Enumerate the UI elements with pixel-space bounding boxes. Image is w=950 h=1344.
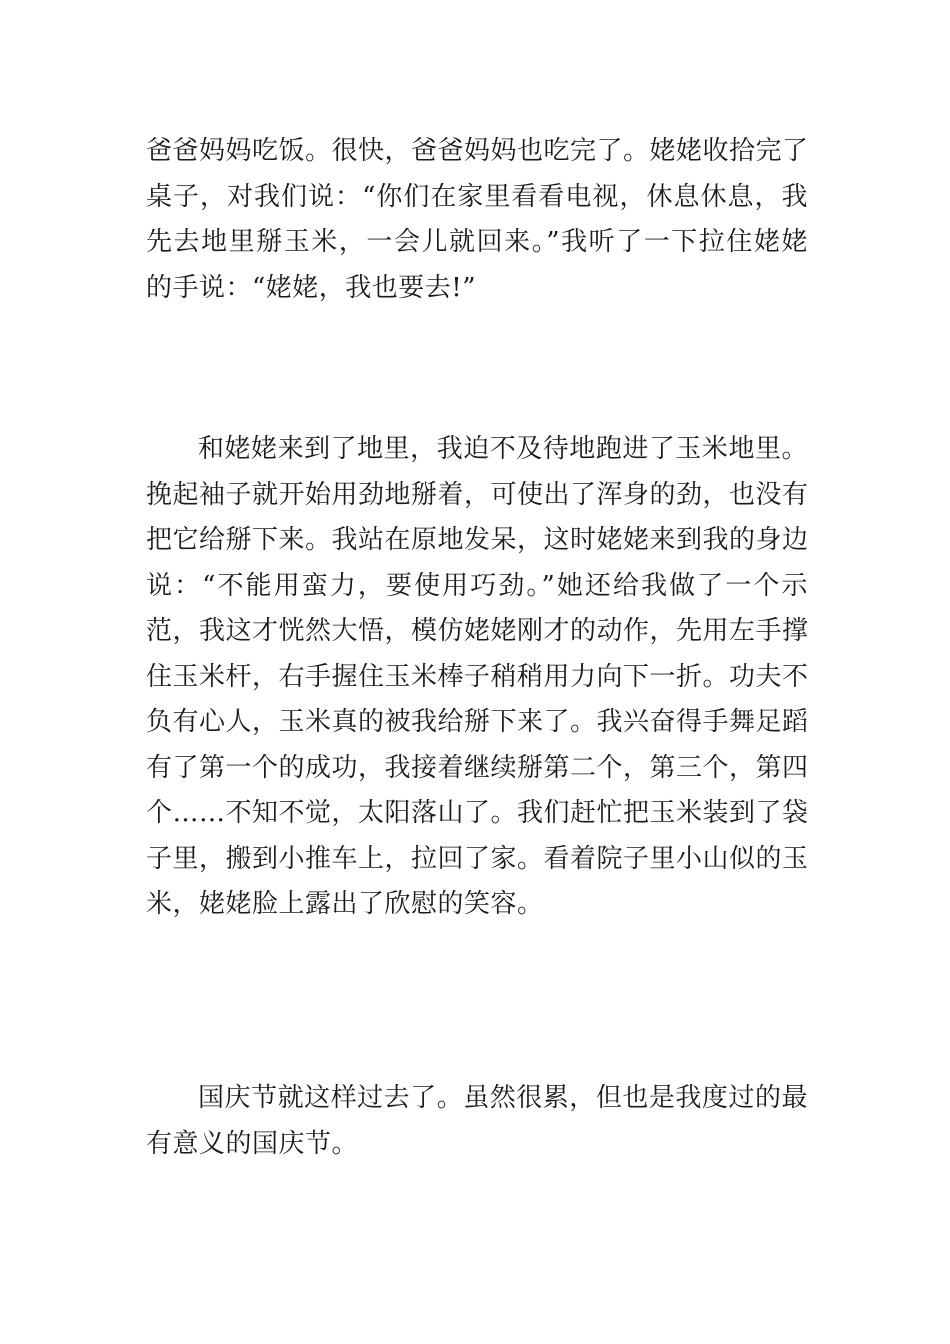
text-line: 桌子，对我们说：“你们在家里看看电视，休息休息，我 — [146, 181, 808, 212]
text-line: 住玉米杆，右手握住玉米棒子稍稍用力向下一折。功夫不 — [146, 661, 809, 692]
text-line: 负有心人，玉米真的被我给掰下来了。我兴奋得手舞足蹈 — [146, 707, 809, 737]
paragraph-2 — [146, 427, 808, 928]
text-line: 说：“不能用蛮力，要使用巧劲。”她还给我做了一个示 — [146, 570, 808, 601]
paragraph-3 — [146, 1076, 808, 1167]
text-line: 的手说：“姥姥，我也要去!” — [146, 272, 477, 303]
paragraph-1 — [146, 129, 808, 311]
text-line: 和姥姥来到了地里，我迫不及待地跑进了玉米地里。 — [198, 434, 808, 464]
text-line: 把它给掰下来。我站在原地发呆，这时姥姥来到我的身边 — [146, 525, 809, 555]
text-line: 爸爸妈妈吃饭。很快，爸爸妈妈也吃完了。姥姥收拾完了 — [146, 136, 809, 166]
text-line: 子里，搬到小推车上，拉回了家。看着院子里小山似的玉 — [146, 843, 809, 874]
text-line: 挽起袖子就开始用劲地掰着，可使出了浑身的劲，也没有 — [146, 479, 809, 510]
text-line: 个……不知不觉，太阳落山了。我们赶忙把玉米装到了袋 — [146, 798, 809, 828]
text-line: 范，我这才恍然大悟，模仿姥姥刚才的动作，先用左手撑 — [146, 616, 809, 646]
text-line: 米，姥姥脸上露出了欣慰的笑容。 — [146, 889, 544, 919]
text-line: 有意义的国庆节。 — [146, 1128, 359, 1159]
text-line: 国庆节就这样过去了。虽然很累，但也是我度过的最 — [198, 1083, 808, 1113]
text-line: 有了第一个的成功，我接着继续掰第二个，第三个，第四 — [146, 752, 809, 783]
text-line: 先去地里掰玉米，一会儿就回来。”我听了一下拉住姥姥 — [146, 227, 808, 257]
